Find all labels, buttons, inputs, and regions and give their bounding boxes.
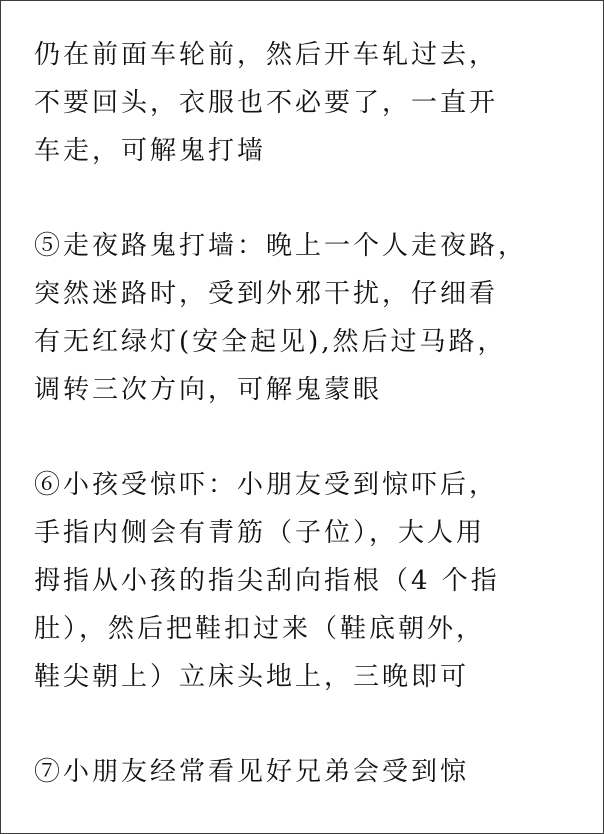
text-line: 拇指从小孩的指尖刮向指根（4 个指 [34, 566, 500, 596]
paragraph-item-7 [34, 748, 594, 796]
text-line: 手指内侧会有青筋（子位），大人用 [34, 518, 486, 548]
paragraph-ghost-wall-driving [34, 31, 594, 175]
text-line: 不要回头，衣服也不必要了，一直开 [34, 88, 499, 118]
text-line: ⑥小孩受惊吓：小朋友受到惊吓后， [34, 470, 499, 500]
paragraph-item-5 [34, 222, 594, 414]
document-body [34, 31, 594, 796]
paragraph-item-6 [34, 461, 594, 701]
text-line: 车走，可解鬼打墙 [34, 136, 267, 166]
paragraph-spacer [34, 414, 594, 461]
text-line: ⑦小朋友经常看见好兄弟会受到惊 [34, 757, 470, 787]
text-line: 仍在前面车轮前，然后开车轧过去， [34, 40, 499, 70]
paragraph-spacer [34, 701, 594, 748]
text-line: 突然迷路时，受到外邪干扰，仔细看 [34, 279, 499, 309]
text-line: 肚），然后把鞋扣过来（鞋底朝外， [34, 614, 486, 644]
text-line: 鞋尖朝上）立床头地上，三晚即可 [34, 662, 470, 692]
paragraph-spacer [34, 175, 594, 222]
text-line: 调转三次方向，可解鬼蒙眼 [34, 375, 383, 405]
text-line: ⑤走夜路鬼打墙：晚上一个人走夜路， [34, 231, 528, 261]
text-line: 有无红绿灯(安全起见),然后过马路， [34, 327, 507, 357]
